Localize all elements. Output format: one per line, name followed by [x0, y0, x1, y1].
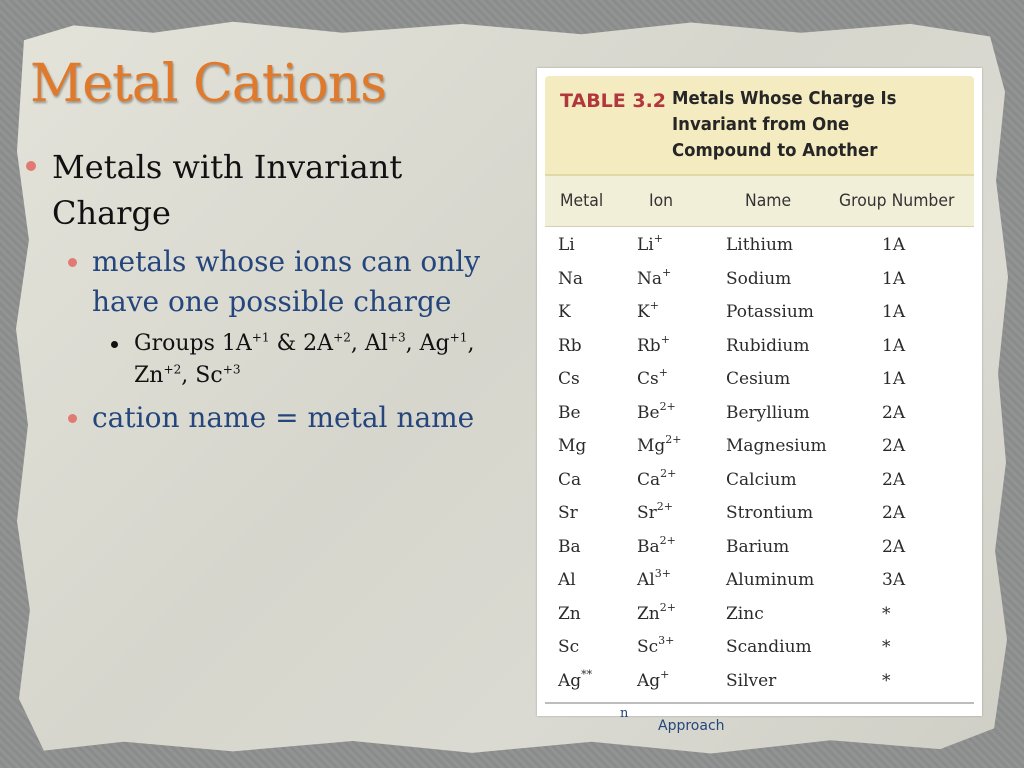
- table-header: [545, 76, 974, 180]
- column-header-metal: Metal: [560, 191, 604, 211]
- footer-mark: n: [620, 706, 629, 721]
- cell-ion: $Mg^{2+}$: [637, 433, 682, 456]
- cell-ion: Na+: [637, 265, 672, 289]
- cell-name: Sodium: [726, 268, 792, 289]
- cell-metal: Sc: [558, 637, 580, 657]
- cell-ion: $Al^{3+}$: [637, 567, 671, 590]
- bullet-dot-icon: [111, 341, 118, 348]
- cell-metal: Na: [558, 268, 584, 289]
- cell-metal: Be: [558, 402, 581, 423]
- bullet-text: Metals with Invariant Charge: [52, 148, 403, 232]
- cell-name: Beryllium: [726, 402, 810, 423]
- cell-ion: Rb+: [637, 332, 670, 356]
- bullet-list: [22, 144, 522, 438]
- cell-name: Rubidium: [726, 335, 810, 356]
- cell-metal: Sr: [558, 503, 578, 523]
- cell-metal: Cs: [558, 369, 580, 389]
- table-bottom-rule: [545, 702, 974, 704]
- bullet-text: metals whose ions can only have one possible charge: [92, 245, 481, 318]
- cell-name: Aluminum: [726, 570, 815, 590]
- cell-metal: Ag**: [558, 667, 593, 691]
- cell-ion: $Zn^{2+}$: [637, 600, 676, 624]
- bullet-dot-icon: [26, 161, 36, 171]
- cell-ion: K+: [637, 299, 659, 322]
- cell-metal: Ca: [558, 469, 582, 490]
- bullet-dot-icon: [68, 258, 77, 267]
- cell-metal: Rb: [558, 335, 582, 356]
- table-row: [537, 501, 982, 535]
- cell-name: Cesium: [726, 369, 791, 389]
- table-body: [537, 233, 982, 702]
- metal-charge-table: [537, 68, 982, 716]
- cell-metal: Ba: [558, 536, 581, 557]
- cell-group: 1A: [882, 302, 906, 322]
- table-caption: Metals Whose Charge Is Invariant from One Compound to Another: [672, 88, 897, 161]
- table-row: [537, 267, 982, 301]
- cell-name: Potassium: [726, 302, 814, 322]
- cell-group: 1A: [882, 335, 906, 356]
- column-header-group: Group Number: [839, 191, 955, 211]
- table-row: [537, 635, 982, 669]
- table-column-headers: [545, 174, 974, 227]
- table-row: [537, 401, 982, 435]
- cell-group: 1A: [882, 235, 906, 255]
- column-header-name: Name: [745, 191, 792, 211]
- cell-ion: $Ba^{2+}$: [637, 533, 676, 557]
- table-row: [537, 535, 982, 569]
- cell-ion: $Be^{2+}$: [637, 399, 676, 423]
- cell-group: 2A: [882, 436, 906, 456]
- cell-group: *: [882, 603, 891, 624]
- cell-group: 1A: [882, 268, 906, 289]
- cell-ion: Li+: [637, 232, 663, 255]
- table-row: [537, 434, 982, 468]
- cell-group: *: [882, 670, 891, 691]
- footer-text: Approach: [658, 718, 725, 734]
- cell-name: Strontium: [726, 503, 814, 523]
- cell-metal: Zn: [558, 603, 581, 624]
- cell-metal: Li: [558, 235, 575, 255]
- cell-name: Zinc: [726, 603, 764, 624]
- cell-name: Silver: [726, 670, 777, 691]
- bullet-level1: [22, 144, 522, 236]
- cell-ion: Ag+: [637, 667, 670, 691]
- slide-title: Metal Cations: [30, 54, 386, 114]
- cell-name: Scandium: [726, 637, 812, 657]
- table-number: TABLE 3.2: [560, 90, 667, 112]
- cell-metal: K: [558, 302, 571, 322]
- cell-group: 2A: [882, 536, 906, 557]
- cell-metal: Al: [558, 570, 576, 590]
- cell-ion: $Sc^{3+}$: [637, 634, 675, 657]
- cell-ion: $Ca^{2+}$: [637, 466, 677, 490]
- cell-ion: Cs+: [637, 366, 668, 389]
- table-row: [537, 468, 982, 502]
- cell-group: 2A: [882, 469, 906, 490]
- cell-name: Calcium: [726, 469, 797, 490]
- table-row: [537, 568, 982, 602]
- cell-ion: $Sr^{2+}$: [637, 500, 673, 523]
- cell-group: 3A: [882, 570, 906, 590]
- cell-group: *: [882, 637, 891, 657]
- bullet-level2-naming: [22, 398, 522, 438]
- bullet-level3-groups: [22, 328, 522, 392]
- bullet-dot-icon: [68, 414, 77, 423]
- cell-metal: Mg: [558, 436, 587, 456]
- table-row: [537, 233, 982, 267]
- bullet-level2-definition: [22, 242, 522, 322]
- table-row: [537, 669, 982, 703]
- table-row: [537, 602, 982, 636]
- column-header-ion: Ion: [649, 191, 674, 211]
- bullet-text: cation name = metal name: [92, 401, 475, 434]
- bullet-groups: Groups $1A^{+1}$ & $2A^{+2}$, $Al^{+3}$, $Ag^{+1}$, $Zn^{+2}$, $Sc^{+3}$: [134, 330, 475, 388]
- cell-group: 1A: [882, 369, 906, 389]
- cell-group: 2A: [882, 402, 906, 423]
- cell-name: Magnesium: [726, 436, 827, 456]
- cell-name: Barium: [726, 536, 790, 557]
- cell-group: 2A: [882, 503, 906, 523]
- table-row: [537, 334, 982, 368]
- table-row: [537, 367, 982, 401]
- cell-name: Lithium: [726, 235, 794, 255]
- table-row: [537, 300, 982, 334]
